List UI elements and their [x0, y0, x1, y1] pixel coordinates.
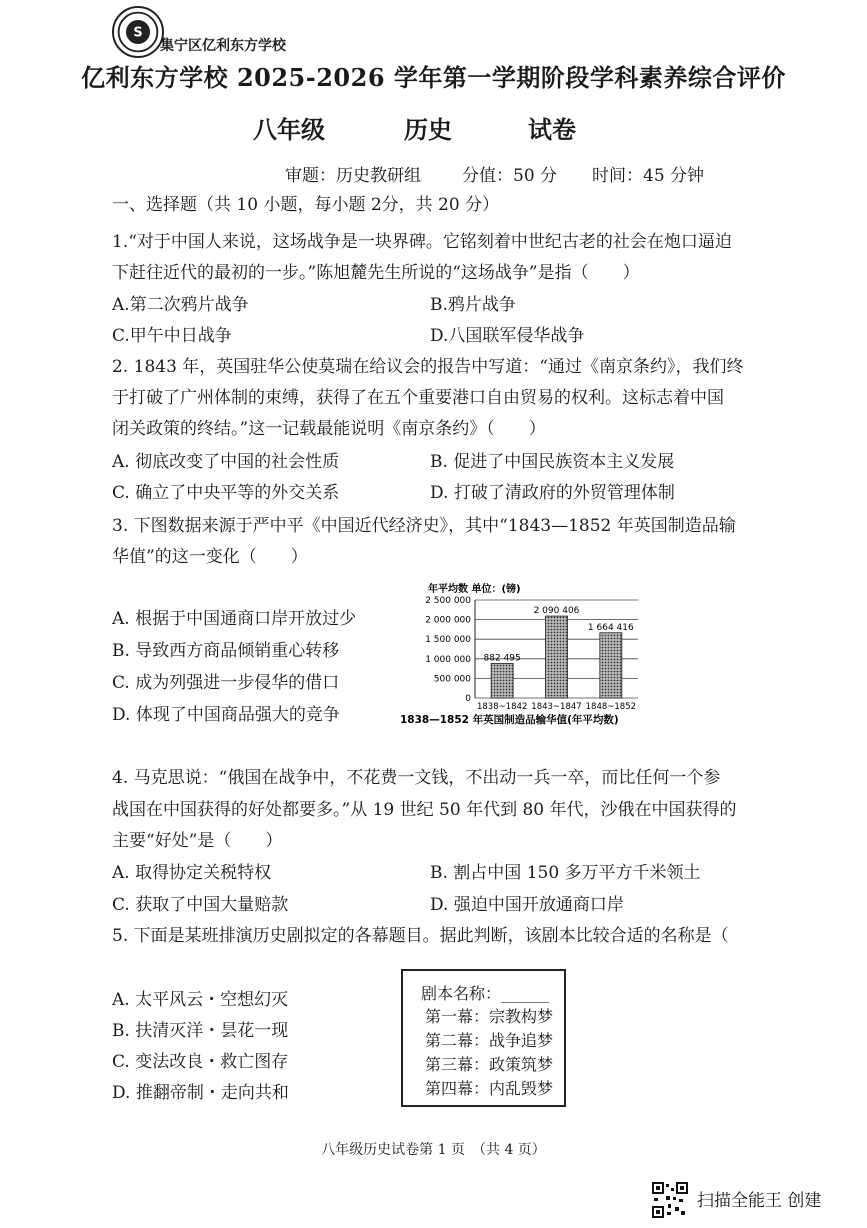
chart-ytick-label: 0 [465, 694, 471, 704]
chart-data-label: 2 090 406 [533, 606, 580, 617]
trade-bar-chart [400, 580, 720, 740]
act-2: 第二幕：战争追梦 [425, 1031, 554, 1050]
question-3-line1: 3. 下图数据来源于严中平《中国近代经济史》，其中“1843—1852 年英国制造品输 [112, 516, 736, 536]
script-name-label: 剧本名称：______ [421, 984, 550, 1003]
question-2-line1: 2. 1843 年，英国驻华公使莫瑞在给议会的报告中写道：“通过《南京条约》，我们终 [112, 357, 744, 377]
act-1: 第一幕：宗教构梦 [425, 1007, 554, 1026]
question-4-line3: 主要“好处”是（ ） [112, 831, 283, 851]
paper-label: 试卷 [528, 115, 576, 144]
q2-option-c: C. 确立了中央平等的外交关系 [112, 483, 340, 503]
grade-label: 八年级 [253, 115, 325, 144]
question-2-line2: 于打破了广州体制的束缚，获得了在五个重要港口自由贸易的权利。这标志着中国 [112, 388, 724, 408]
chart-ytick-label: 2 500 000 [425, 596, 471, 606]
q5-option-b: B. 扶清灭洋・昙花一现 [112, 1021, 289, 1041]
page-footer: 八年级历史试卷第 1 页 （共 4 页） [321, 1142, 546, 1158]
q3-option-a: A. 根据于中国通商口岸开放过少 [112, 609, 357, 629]
q3-option-b: B. 导致西方商品倾销重心转移 [112, 641, 340, 661]
q1-option-d: D.八国联军侵华战争 [430, 326, 585, 346]
chart-data-label: 882 495 [483, 653, 521, 664]
q2-option-a: A. 彻底改变了中国的社会性质 [112, 452, 340, 472]
chart-bar [600, 633, 622, 698]
chart-ytick-label: 500 000 [433, 674, 471, 685]
q4-option-d: D. 强迫中国开放通商口岸 [430, 895, 624, 915]
q5-option-d: D. 推翻帝制・走向共和 [112, 1083, 289, 1103]
q2-option-b: B. 促进了中国民族资本主义发展 [430, 452, 675, 472]
question-3-line2: 华值”的这一变化（ ） [112, 547, 308, 567]
question-5-line1: 5. 下面是某班排演历史剧拟定的各幕题目。据此判断，该剧本比较合适的名称是（ [112, 926, 729, 946]
chart-xtick-label: 1848~1852 [585, 702, 637, 712]
school-name-small: 集宁区亿利东方学校 [160, 38, 286, 54]
reviewer-info: 审题：历史教研组 [285, 166, 421, 186]
question-4-line1: 4. 马克思说：“俄国在战争中，不花费一文钱，不出动一兵一卒，而比任何一个参 [112, 768, 721, 788]
q4-option-a: A. 取得协定关税特权 [112, 863, 272, 883]
question-1-line1: 1.“对于中国人来说，这场战争是一块界碑。它铭刻着中世纪古老的社会在炮口逼迫 [112, 232, 732, 252]
script-title-box [401, 969, 566, 1107]
chart-ytick-label: 1 500 000 [425, 635, 471, 646]
chart-data-label: 1 664 416 [587, 622, 634, 633]
scanner-watermark: 扫描全能王 创建 [697, 1191, 822, 1211]
q4-option-b: B. 割占中国 150 多万平方千米领土 [430, 863, 701, 883]
question-2-line3: 闭关政策的终结。”这一记载最能说明《南京条约》（ ） [112, 419, 546, 439]
chart-caption: 1838—1852 年英国制造品输华值(年平均数) [400, 714, 619, 726]
q4-option-c: C. 获取了中国大量赔款 [112, 895, 289, 915]
chart-ytick-label: 1 000 000 [425, 654, 471, 665]
q5-option-c: C. 变法改良・救亡图存 [112, 1052, 289, 1072]
svg-text:S: S [133, 25, 143, 41]
q1-option-a: A.第二次鸦片战争 [112, 295, 249, 315]
q3-option-c: C. 成为列强进一步侵华的借口 [112, 673, 340, 693]
q1-option-b: B.鸦片战争 [430, 295, 516, 315]
chart-bar [491, 663, 513, 698]
page-title: 亿利东方学校 2025-2026 学年第一学期阶段学科素养综合评价 [81, 63, 786, 92]
q5-option-a: A. 太平风云・空想幻灭 [112, 990, 289, 1010]
chart-xtick-label: 1838~1842 [476, 702, 528, 712]
chart-title: 年平均数 单位：(镑) [428, 584, 521, 595]
question-1-line2: 下赶往近代的最初的一步。”陈旭麓先生所说的“这场战争”是指（ ） [112, 263, 640, 283]
chart-bar [546, 616, 568, 698]
score-info: 分值：50 分 [462, 166, 558, 186]
school-logo [112, 6, 164, 58]
qr-code-icon [652, 1182, 688, 1218]
q3-option-d: D. 体现了中国商品强大的竞争 [112, 705, 340, 725]
question-4-line2: 战国在中国获得的好处都要多。”从 19 世纪 50 年代到 80 年代，沙俄在中国获得的 [112, 800, 737, 820]
q1-option-c: C.甲午中日战争 [112, 326, 232, 346]
subject-label: 历史 [404, 115, 452, 144]
act-4: 第四幕：内乱毁梦 [425, 1079, 554, 1098]
chart-xtick-label: 1843~1847 [531, 702, 582, 712]
section-heading: 一、选择题（共 10 小题，每小题 2分，共 20 分） [112, 195, 500, 215]
chart-ytick-label: 2 000 000 [425, 615, 471, 626]
act-3: 第三幕：政策筑梦 [425, 1055, 554, 1074]
q2-option-d: D. 打破了清政府的外贸管理体制 [430, 483, 675, 503]
time-info: 时间：45 分钟 [592, 166, 705, 186]
